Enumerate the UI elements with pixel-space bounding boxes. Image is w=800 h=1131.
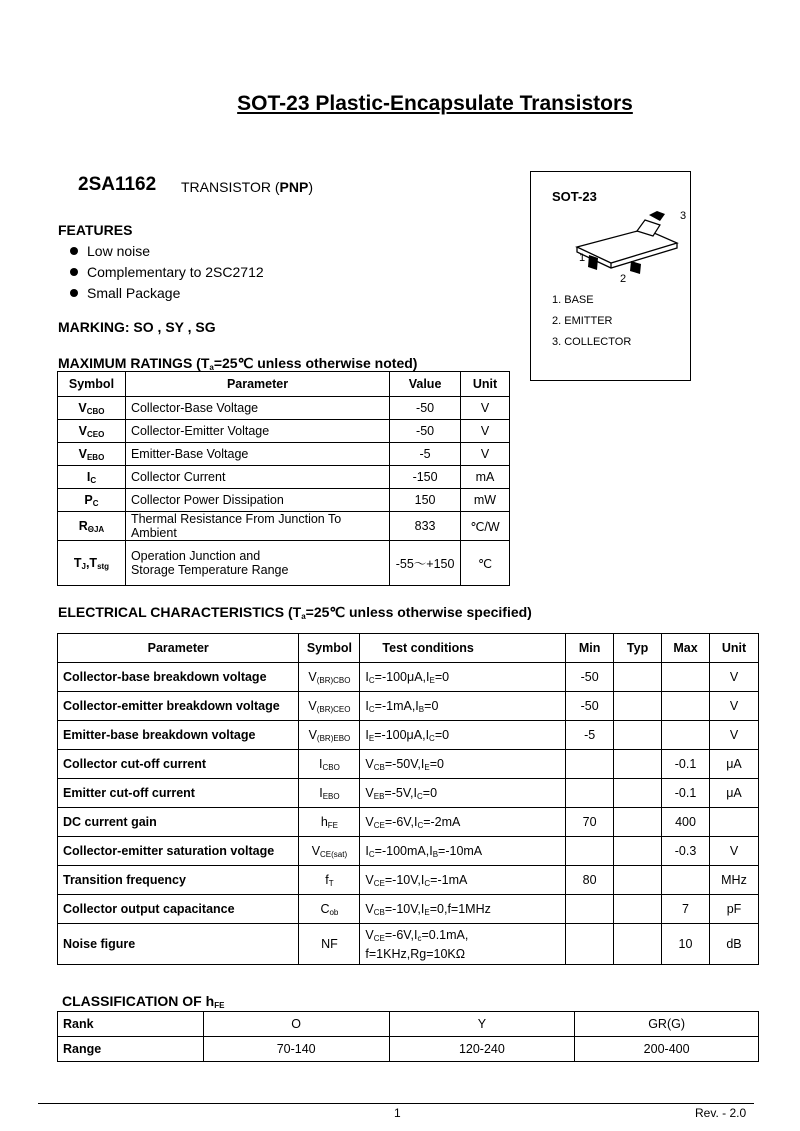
max-ratings-heading — [58, 355, 417, 372]
min-cell — [566, 924, 614, 965]
column-header: Typ — [614, 634, 662, 663]
parameter-cell: Emitter-base breakdown voltage — [58, 721, 299, 750]
symbol-cell: $T_J,T_{stg}$ — [58, 541, 126, 586]
max-cell: -0.3 — [662, 837, 710, 866]
max-cell: 10 — [662, 924, 710, 965]
table-row — [58, 512, 510, 541]
bullet-icon — [70, 247, 78, 255]
parameter-cell: Collector-emitter saturation voltage — [58, 837, 299, 866]
classification-heading — [62, 993, 224, 1010]
parameter-cell: Collector-emitter breakdown voltage — [58, 692, 299, 721]
column-header: Parameter — [58, 634, 299, 663]
unit-cell: mA — [461, 466, 510, 489]
unit-cell: V — [709, 837, 758, 866]
unit-cell: ℃ — [461, 541, 510, 586]
table-row — [58, 489, 510, 512]
parameter-cell: Emitter-Base Voltage — [125, 443, 389, 466]
column-header: Symbol — [58, 372, 126, 397]
table-row — [58, 837, 759, 866]
max-cell — [662, 866, 710, 895]
part-type-suffix: ) — [308, 179, 313, 195]
pin-number-1: 1 — [579, 252, 586, 264]
condition-cell: $I_C=-100\mu A,I_E=0$ — [360, 663, 566, 692]
min-cell — [566, 837, 614, 866]
heading-subscript: a — [209, 363, 214, 372]
features-heading: FEATURES — [58, 222, 133, 238]
page-number: 1 — [394, 1106, 401, 1120]
column-header: Parameter — [125, 372, 389, 397]
value-cell: -55～+150 — [390, 541, 461, 586]
max-cell: 7 — [662, 895, 710, 924]
heading-text: =25℃ unless otherwise noted) — [213, 355, 418, 371]
symbol-cell: $V_{CBO}$ — [58, 397, 126, 420]
heading-text: ELECTRICAL CHARACTERISTICS (T — [58, 604, 302, 620]
symbol-cell: $V_{EBO}$ — [58, 443, 126, 466]
feature-item — [70, 264, 264, 280]
table-row — [58, 466, 510, 489]
symbol-cell: $h_{FE}$ — [299, 808, 360, 837]
unit-cell: dB — [709, 924, 758, 965]
symbol-cell: $R_{\Theta JA}$ — [58, 512, 126, 541]
table-row — [58, 541, 510, 586]
condition-cell: $I_E=-100\mu A,I_C=0$ — [360, 721, 566, 750]
package-name: SOT-23 — [552, 189, 597, 204]
max-cell — [662, 692, 710, 721]
rank-cell: Y — [389, 1012, 575, 1037]
unit-cell — [709, 808, 758, 837]
pin-description: 3. COLLECTOR — [552, 336, 632, 348]
parameter-cell: DC current gain — [58, 808, 299, 837]
symbol-cell: $V_{CE(sat)}$ — [299, 837, 360, 866]
condition-cell: $I_C=-100mA,I_B=-10mA$ — [360, 837, 566, 866]
parameter-cell: Transition frequency — [58, 866, 299, 895]
symbol-cell: NF — [299, 924, 360, 965]
parameter-cell: Collector output capacitance — [58, 895, 299, 924]
max-ratings-table — [57, 371, 510, 586]
table-row — [58, 1012, 759, 1037]
table-header-row — [58, 372, 510, 397]
unit-cell: μA — [709, 750, 758, 779]
heading-text: MAXIMUM RATINGS (T — [58, 355, 210, 371]
part-type — [181, 179, 313, 195]
unit-cell: ℃/W — [461, 512, 510, 541]
table-row — [58, 692, 759, 721]
min-cell — [566, 779, 614, 808]
marking-codes: MARKING: SO , SY , SG — [58, 319, 216, 335]
min-cell: -50 — [566, 692, 614, 721]
parameter-cell: Operation Junction and Storage Temperature Range — [125, 541, 389, 586]
electrical-heading — [58, 604, 532, 621]
min-cell: 70 — [566, 808, 614, 837]
table-row — [58, 779, 759, 808]
column-header: Symbol — [299, 634, 360, 663]
column-header: Value — [390, 372, 461, 397]
parameter-cell: Collector-base breakdown voltage — [58, 663, 299, 692]
rank-cell: O — [203, 1012, 389, 1037]
table-row — [58, 895, 759, 924]
typ-cell — [614, 721, 662, 750]
sot23-package-drawing — [565, 205, 690, 285]
symbol-cell: $V_{(BR)EBO}$ — [299, 721, 360, 750]
symbol-cell: $I_{CBO}$ — [299, 750, 360, 779]
table-row — [58, 663, 759, 692]
table-row — [58, 420, 510, 443]
part-number: 2SA1162 — [78, 174, 157, 195]
heading-text: =25℃ unless otherwise specified) — [305, 604, 532, 620]
footer-divider — [38, 1103, 754, 1104]
parameter-cell: Collector cut-off current — [58, 750, 299, 779]
min-cell: 80 — [566, 866, 614, 895]
max-cell — [662, 663, 710, 692]
condition-cell: $V_{EB}=-5V,I_C=0$ — [360, 779, 566, 808]
value-cell: -150 — [390, 466, 461, 489]
table-row — [58, 443, 510, 466]
symbol-cell: $V_{(BR)CEO}$ — [299, 692, 360, 721]
rank-cell: GR(G) — [575, 1012, 759, 1037]
typ-cell — [614, 663, 662, 692]
symbol-cell: $V_{(BR)CBO}$ — [299, 663, 360, 692]
min-cell — [566, 750, 614, 779]
parameter-cell: Thermal Resistance From Junction To Ambient — [125, 512, 389, 541]
value-cell: -50 — [390, 420, 461, 443]
pin-description: 1. BASE — [552, 294, 594, 306]
max-cell — [662, 721, 710, 750]
min-cell: -5 — [566, 721, 614, 750]
min-cell: -50 — [566, 663, 614, 692]
typ-cell — [614, 779, 662, 808]
feature-text: Complementary to 2SC2712 — [87, 264, 264, 280]
table-row — [58, 750, 759, 779]
parameter-cell: Collector-Base Voltage — [125, 397, 389, 420]
table-row — [58, 721, 759, 750]
column-header: Unit — [461, 372, 510, 397]
part-type-polarity: PNP — [279, 179, 309, 195]
table-header-row — [58, 634, 759, 663]
condition-cell: $V_{CB}=-50V,I_E=0$ — [360, 750, 566, 779]
typ-cell — [614, 895, 662, 924]
feature-item — [70, 243, 150, 259]
max-cell: -0.1 — [662, 779, 710, 808]
feature-text: Low noise — [87, 243, 151, 259]
pin-number-3: 3 — [680, 210, 687, 222]
bullet-icon — [70, 268, 78, 276]
unit-cell: pF — [709, 895, 758, 924]
heading-text: CLASSIFICATION OF h — [62, 993, 215, 1009]
unit-cell: mW — [461, 489, 510, 512]
heading-subscript: FE — [214, 1001, 225, 1010]
typ-cell — [614, 837, 662, 866]
column-header: Min — [566, 634, 614, 663]
feature-text: Small Package — [87, 285, 181, 301]
document-title: SOT-23 Plastic-Encapsulate Transistors — [237, 92, 633, 115]
range-cell: 120-240 — [389, 1037, 575, 1062]
max-cell: -0.1 — [662, 750, 710, 779]
table-row — [58, 1037, 759, 1062]
classification-table — [57, 1011, 759, 1062]
table-row — [58, 866, 759, 895]
unit-cell: μA — [709, 779, 758, 808]
typ-cell — [614, 924, 662, 965]
symbol-cell: $V_{CEO}$ — [58, 420, 126, 443]
symbol-cell: $f_T$ — [299, 866, 360, 895]
column-header: Test conditions — [360, 634, 566, 663]
typ-cell — [614, 692, 662, 721]
rank-label: Rank — [58, 1012, 204, 1037]
symbol-cell: $P_C$ — [58, 489, 126, 512]
value-cell: -50 — [390, 397, 461, 420]
condition-cell: $I_C=-1mA,I_B=0$ — [360, 692, 566, 721]
table-row — [58, 924, 759, 965]
parameter-cell: Emitter cut-off current — [58, 779, 299, 808]
condition-cell: $V_{CE}=-10V,I_C=-1mA$ — [360, 866, 566, 895]
parameter-cell: Noise figure — [58, 924, 299, 965]
parameter-cell: Collector Current — [125, 466, 389, 489]
parameter-cell: Collector Power Dissipation — [125, 489, 389, 512]
range-label: Range — [58, 1037, 204, 1062]
typ-cell — [614, 808, 662, 837]
condition-cell: $V_{CE}=-6V,I_C=-2mA$ — [360, 808, 566, 837]
range-cell: 200-400 — [575, 1037, 759, 1062]
feature-item — [70, 285, 180, 301]
electrical-characteristics-table — [57, 633, 759, 965]
condition-cell: $V_{CB}=-10V,I_E=0,f=1MHz$ — [360, 895, 566, 924]
pin-description: 2. EMITTER — [552, 315, 613, 327]
part-type-prefix: TRANSISTOR ( — [181, 179, 280, 195]
pin-number-2: 2 — [620, 273, 627, 285]
value-cell: 833 — [390, 512, 461, 541]
bullet-icon — [70, 289, 78, 297]
column-header: Unit — [709, 634, 758, 663]
symbol-cell: $I_C$ — [58, 466, 126, 489]
value-cell: -5 — [390, 443, 461, 466]
unit-cell: V — [461, 420, 510, 443]
value-cell: 150 — [390, 489, 461, 512]
min-cell — [566, 895, 614, 924]
table-row — [58, 808, 759, 837]
table-row — [58, 397, 510, 420]
symbol-cell: $C_{ob}$ — [299, 895, 360, 924]
unit-cell: V — [709, 692, 758, 721]
typ-cell — [614, 866, 662, 895]
heading-subscript: a — [301, 612, 306, 621]
unit-cell: MHz — [709, 866, 758, 895]
unit-cell: V — [709, 721, 758, 750]
max-cell: 400 — [662, 808, 710, 837]
condition-cell: $V_{CE}=-6V,I_c=0.1mA$, f=1KHz,Rg=10KΩ — [360, 924, 566, 965]
symbol-cell: $I_{EBO}$ — [299, 779, 360, 808]
column-header: Max — [662, 634, 710, 663]
revision-label: Rev. - 2.0 — [695, 1106, 747, 1120]
typ-cell — [614, 750, 662, 779]
unit-cell: V — [461, 397, 510, 420]
parameter-cell: Collector-Emitter Voltage — [125, 420, 389, 443]
unit-cell: V — [709, 663, 758, 692]
unit-cell: V — [461, 443, 510, 466]
range-cell: 70-140 — [203, 1037, 389, 1062]
